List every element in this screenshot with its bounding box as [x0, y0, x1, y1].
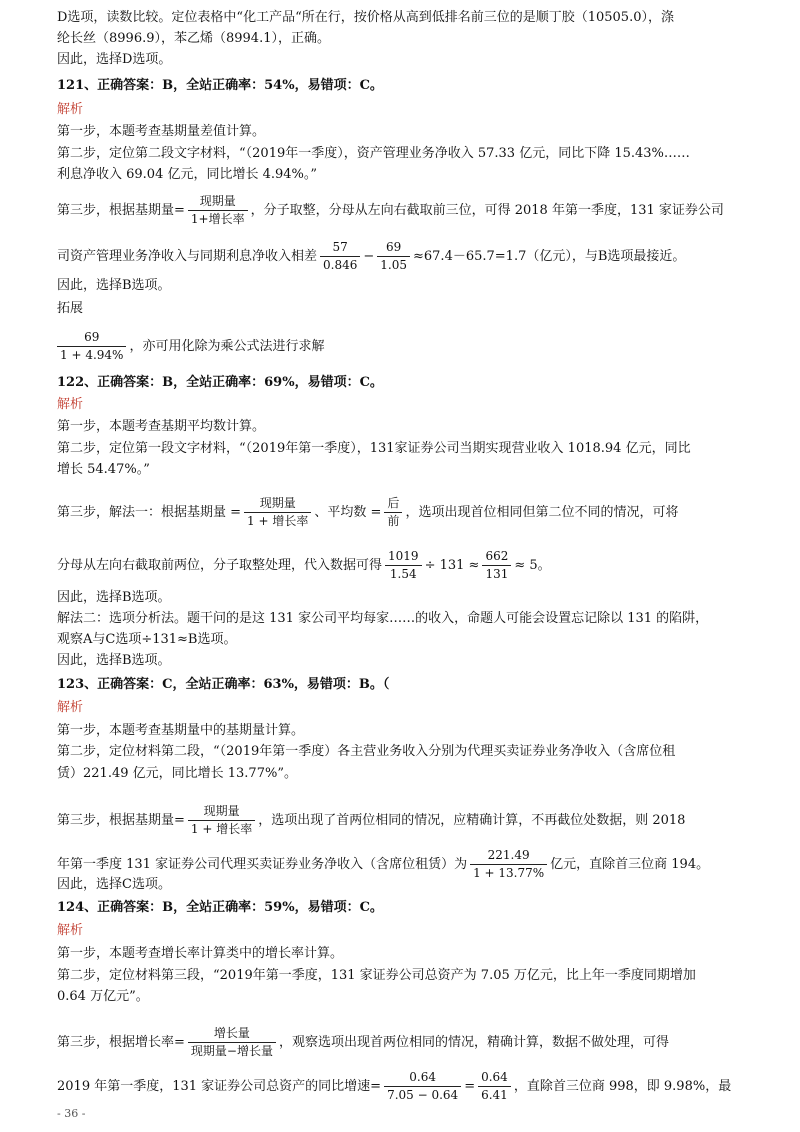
analysis-label: 解析	[57, 102, 84, 117]
formula-line: 分母从左向右截取前两位，分子取整处理，代入数据可得 $\frac{1019}{1.54}$ ÷ 131 ≈ $\frac{662}{131}$ ≈ 5。	[57, 549, 551, 581]
formula-line: 第三步，根据基期量= $\frac{\text{现期量}}{\text{1 + 增长率}}$ ，选项出现了首两位相同的情况，应精确计算，不再截位处数据，则 2018	[57, 804, 686, 836]
text-line: 0.64 万亿元”。	[57, 989, 149, 1004]
fraction: $\frac{0.64}{7.05 - 0.64}$	[384, 1070, 461, 1103]
text-line: 第二步，定位第二段文字材料，“（2019年一季度），资产管理业务净收入 57.33 亿元，同比下降 15.43%……	[57, 146, 690, 161]
text-line: 第一步，本题考查基期平均数计算。	[57, 419, 266, 434]
text-line: 因此，选择B选项。	[57, 653, 171, 668]
answer-heading-121: 121、正确答案：B，全站正确率：54%，易错项：C。	[57, 78, 383, 93]
text-line: 因此，选择C选项。	[57, 877, 171, 892]
text-line: 解法二：选项分析法。题干问的是这 131 家公司平均每家……的收入，命题人可能会设置忘记除以 131 的陷阱，	[57, 611, 709, 626]
text-line: 增长 54.47%。”	[57, 462, 150, 477]
text-line: 第一步，本题考查基期量差值计算。	[57, 124, 266, 139]
text-line: 利息净收入 69.04 亿元，同比增长 4.94%。”	[57, 167, 318, 182]
text-line: 因此，选择D选项。	[57, 52, 172, 67]
fraction: $\frac{221.49}{1 + 13.77\%}$	[470, 848, 547, 881]
text-line: 因此，选择B选项。	[57, 278, 171, 293]
formula-line: 司资产管理业务净收入与同期利息净收入相差 $\frac{57}{0.846}$ − $\frac{69}{1.05}$ ≈67.4－65.7=1.7（亿元），与B选项最接近。	[57, 240, 686, 272]
fraction: $\frac{1019}{1.54}$	[385, 549, 422, 582]
formula-line: 年第一季度 131 家证券公司代理买卖证券业务净收入（含席位租赁）为 $\frac{221.49}{1 + 13.77\%}$ 亿元，直除首三位商 194。	[57, 848, 710, 880]
analysis-label: 解析	[57, 397, 84, 412]
fraction: $\frac{\text{后}}{\text{前}}$	[384, 496, 402, 529]
text-line: 第一步，本题考查增长率计算类中的增长率计算。	[57, 946, 344, 961]
text-line: 因此，选择B选项。	[57, 590, 171, 605]
fraction: $\frac{0.64}{6.41}$	[478, 1070, 511, 1103]
formula-line: $\frac{69}{1 + 4.94\%}$ ，亦可用化除为乘公式法进行求解	[57, 330, 760, 363]
fraction: $\frac{\text{现期量}}{\text{1 + 增长率}}$	[244, 496, 311, 529]
analysis-label: 解析	[57, 700, 84, 715]
formula-line: 2019 年第一季度，131 家证券公司总资产的同比增速= $\frac{0.64}{7.05 - 0.64}$ = $\frac{0.64}{6.41}$ ，直除首三位商 998，即 9.98%，最	[57, 1070, 732, 1102]
extension-label: 拓展	[57, 301, 84, 316]
answer-heading-124: 124、正确答案：B，全站正确率：59%，易错项：C。	[57, 900, 383, 915]
fraction: $\frac{662}{131}$	[482, 549, 511, 582]
text-line: D选项，读数比较。定位表格中“化工产品“所在行，按价格从高到低排名前三位的是顺丁胶（10505.0），涤	[57, 10, 674, 25]
analysis-label: 解析	[57, 923, 84, 938]
text-line: 第二步，定位材料第二段，“（2019年第一季度）各主营业务收入分别为代理买卖证券业务净收入（含席位租	[57, 744, 676, 759]
fraction: $\frac{69}{1.05}$	[377, 240, 410, 273]
fraction: $\frac{57}{0.846}$	[320, 240, 360, 273]
fraction: $\frac{\text{现期量}}{\text{1 + 增长率}}$	[188, 804, 255, 837]
formula-line: 第三步，根据增长率= $\frac{\text{增长量}}{\text{现期量−增长量}}$ ，观察选项出现首两位相同的情况，精确计算，数据不做处理，可得	[57, 1026, 669, 1058]
text-line: 第二步，定位第一段文字材料，“（2019年第一季度），131家证券公司当期实现营业收入 1018.94 亿元，同比	[57, 441, 691, 456]
answer-heading-123: 123、正确答案：C，全站正确率：63%，易错项：B。（	[57, 677, 390, 692]
answer-heading-122: 122、正确答案：B，全站正确率：69%，易错项：C。	[57, 375, 383, 390]
text-line: 观察A与C选项÷131≈B选项。	[57, 632, 237, 647]
text-line: 纶长丝（8996.9），苯乙烯（8994.1），正确。	[57, 31, 330, 46]
fraction: $\frac{\text{现期量}}{\text{1+增长率}}$	[188, 194, 248, 227]
text-line: 第二步，定位材料第三段，“2019年第一季度，131 家证券公司总资产为 7.05 万亿元，比上年一季度同期增加	[57, 968, 696, 983]
formula-line: 第三步，根据基期量= $\frac{\text{现期量}}{\text{1+增长率}}$ ，分子取整，分母从左向右截取前三位，可得 2018 年第一季度，131 家证券公司	[57, 194, 724, 226]
text-line: 第一步，本题考查基期量中的基期量计算。	[57, 723, 305, 738]
text-line: 赁）221.49 亿元，同比增长 13.77%”。	[57, 766, 297, 781]
page-number: - 36 -	[57, 1107, 86, 1120]
fraction: $\frac{69}{1 + 4.94\%}$	[57, 330, 126, 363]
fraction: $\frac{\text{增长量}}{\text{现期量−增长量}}$	[188, 1026, 276, 1059]
formula-line: 第三步，解法一：根据基期量 = $\frac{\text{现期量}}{\text{1 + 增长率}}$ 、平均数 = $\frac{\text{后}}{\text{前}}$ ，选项出现首位相同但第二位不同的情况，可将	[57, 496, 679, 528]
